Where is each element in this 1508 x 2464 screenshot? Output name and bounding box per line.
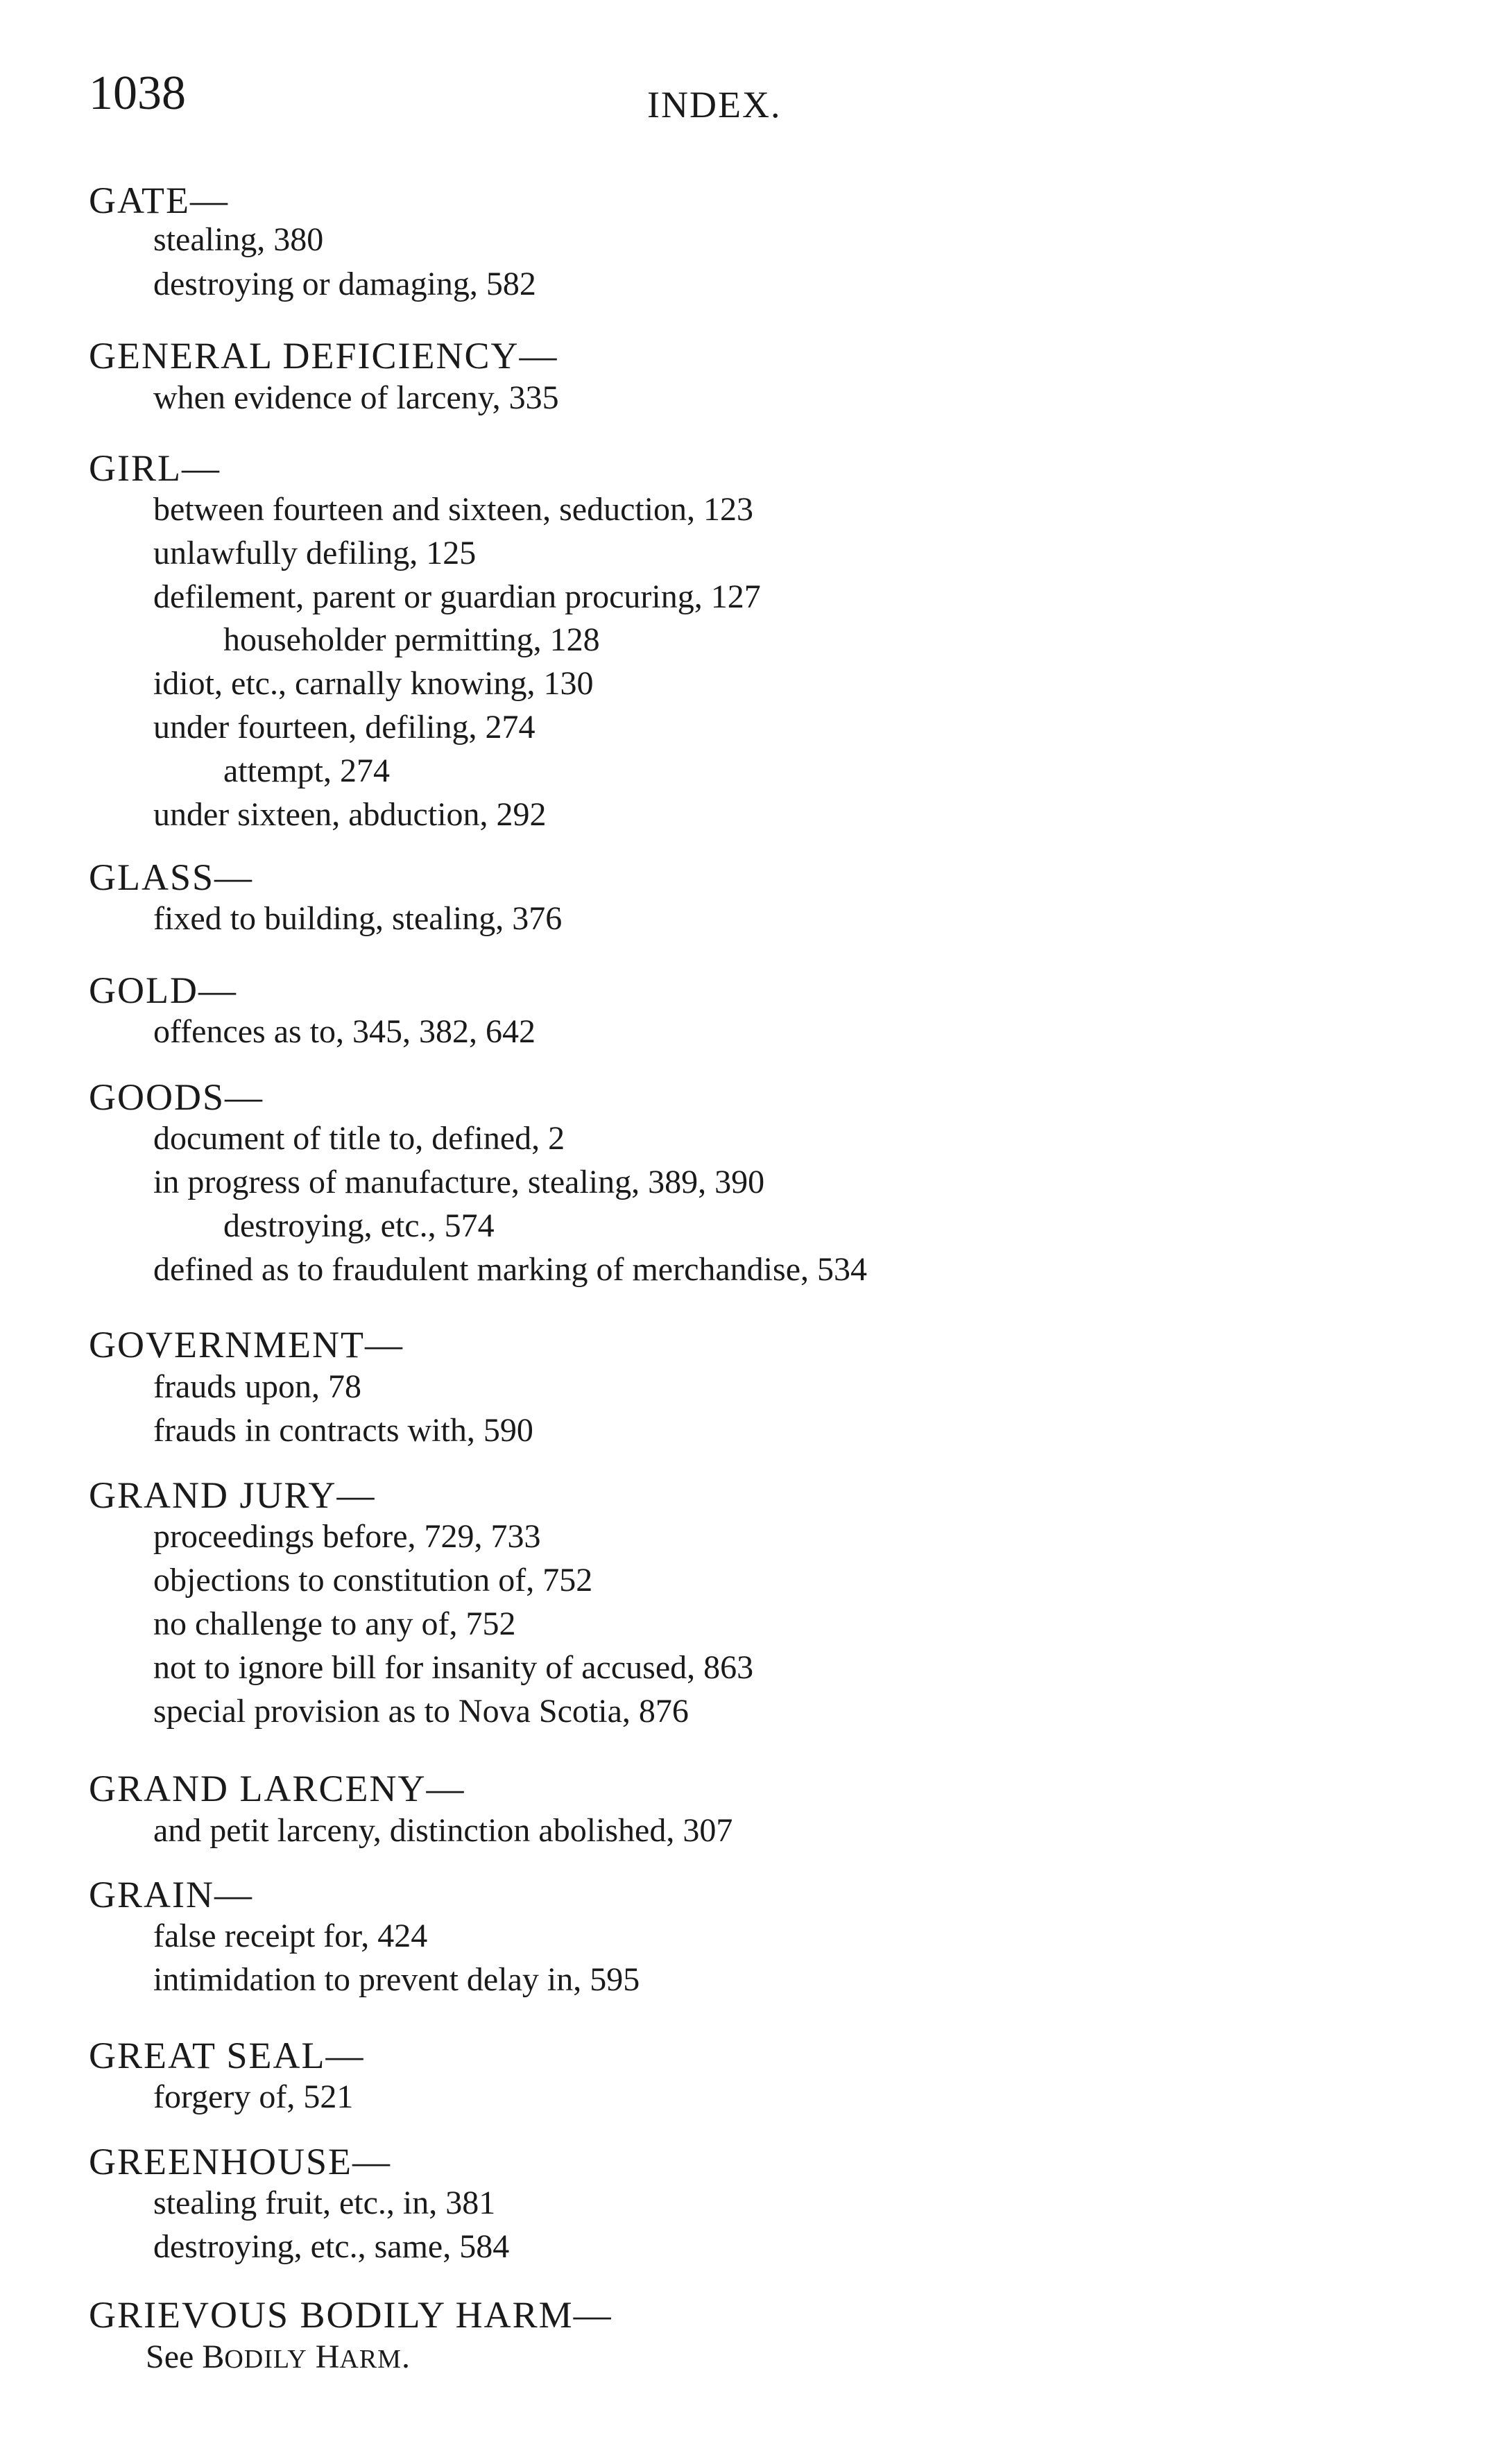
index-heading: GRAND LARCENY— [89,1768,465,1809]
index-subentry: unlawfully defiling, 125 [153,535,477,571]
index-subentry: false receipt for, 424 [153,1918,428,1954]
index-subentry: stealing, 380 [153,221,324,258]
index-heading: GRAIN— [89,1874,253,1915]
index-subentry: stealing fruit, etc., in, 381 [153,2185,496,2221]
see-prefix: See [146,2338,203,2375]
see-target-initial: B [202,2338,225,2375]
page-number: 1038 [89,67,186,120]
index-subentry: in progress of manufacture, stealing, 389, 390 [153,1164,765,1200]
see-period: . [401,2338,410,2375]
index-heading: GATE— [89,180,229,221]
index-subentry: under fourteen, defiling, 274 [153,709,535,746]
index-subentry: special provision as to Nova Scotia, 876 [153,1693,689,1730]
index-heading: GOODS— [89,1076,264,1118]
index-subentry: defilement, parent or guardian procuring, 127 [153,578,761,615]
index-subentry: frauds upon, 78 [153,1368,361,1405]
index-subentry: offences as to, 345, 382, 642 [153,1013,536,1050]
index-subentry: no challenge to any of, 752 [153,1605,516,1642]
index-heading: GIRL— [89,447,221,489]
index-subentry: proceedings before, 729, 733 [153,1518,541,1555]
index-heading: GRAND JURY— [89,1474,376,1516]
index-subentry: not to ignore bill for insanity of accused, 863 [153,1649,754,1686]
index-heading: GRIEVOUS BODILY HARM— [89,2294,612,2336]
index-subentry: destroying, etc., same, 584 [153,2228,510,2265]
index-subentry: intimidation to prevent delay in, 595 [153,1961,640,1998]
index-subentry: destroying, etc., 574 [223,1207,495,1244]
see-target-smallcaps: ARM [339,2345,402,2374]
index-heading: GLASS— [89,856,254,898]
index-heading: GOVERNMENT— [89,1324,404,1365]
index-subentry: attempt, 274 [223,752,390,789]
index-subentry: when evidence of larceny, 335 [153,379,559,416]
index-subentry: frauds in contracts with, 590 [153,1412,533,1449]
index-subentry: idiot, etc., carnally knowing, 130 [153,665,594,702]
index-subentry: document of title to, defined, 2 [153,1120,565,1157]
index-subentry: between fourteen and sixteen, seduction, 123 [153,491,754,528]
index-heading: GREENHOUSE— [89,2141,391,2182]
see-target-initial: H [307,2338,340,2375]
index-heading: GREAT SEAL— [89,2035,365,2076]
index-subentry: under sixteen, abduction, 292 [153,796,547,833]
index-heading: GOLD— [89,970,237,1011]
index-subentry: forgery of, 521 [153,2078,354,2115]
index-subentry: objections to constitution of, 752 [153,1562,593,1599]
index-subentry: and petit larceny, distinction abolished, 307 [153,1812,733,1849]
see-target-smallcaps: ODILY [224,2345,307,2374]
see-reference [146,2338,410,2375]
index-heading: GENERAL DEFICIENCY— [89,335,558,377]
index-subentry: householder permitting, 128 [223,621,600,658]
index-subentry: defined as to fraudulent marking of merchandise, 534 [153,1251,867,1288]
index-subentry: destroying or damaging, 582 [153,266,536,302]
running-head: INDEX. [647,84,782,126]
index-subentry: fixed to building, stealing, 376 [153,900,563,937]
